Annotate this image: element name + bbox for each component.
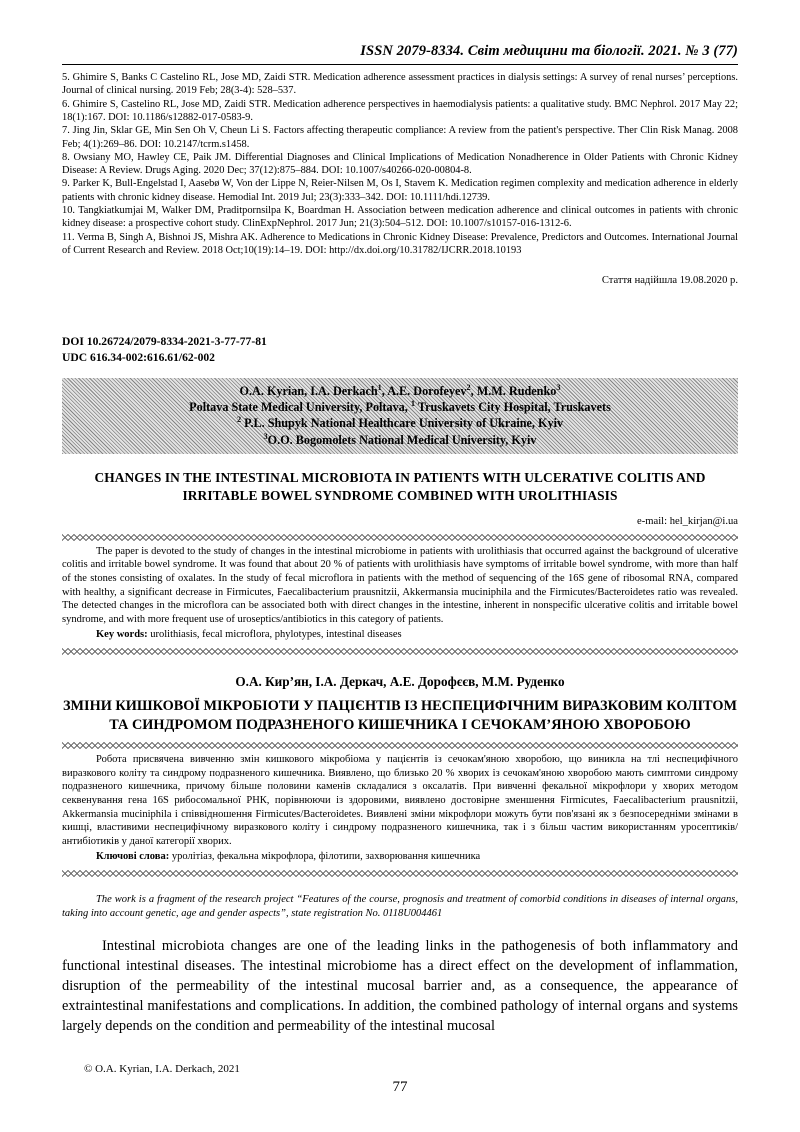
contact-email: e-mail: hel_kirjan@i.ua xyxy=(637,515,738,527)
article-title-ua: ЗМІНИ КИШКОВОЇ МІКРОБІОТИ У ПАЦІЄНТІВ ІЗ НЕСПЕЦИФІЧНИМ ВИРАЗКОВИМ КОЛІТОМ ТА СИНДРОМОМ ПОДРАЗНЕНОГО КИШЕЧНИКА І СЕЧОКАМ’ЯНОЮ ХВОРОБОЮ xyxy=(62,698,738,734)
affiliation-line-1: Poltava State Medical University, Poltava, $^1$ Truskavets City Hospital, Truskavets xyxy=(189,399,611,415)
affiliation-line-2: $^2$ P.L. Shupyk National Healthcare University of Ukraine, Kyiv xyxy=(236,415,564,431)
wave-separator-mid xyxy=(62,648,738,655)
doi-line: DOI 10.26724/2079-8334-2021-3-77-77-81 xyxy=(62,335,267,349)
reference-item: 8. Owsiany MO, Hawley CE, Paik JM. Differential Diagnoses and Clinical Implications of Medication Nonadherence in Older Patients with Chronic Kidney Disease: A Review. Drugs Aging. 2020 Dec; 37(12):875–884. DOI: 10.1007/s40266-020-00804-8. xyxy=(62,151,738,177)
keywords-ua-label: Ключові слова: xyxy=(96,850,170,862)
reference-item: 11. Verma B, Singh A, Bishnoi JS, Mishra AK. Adherence to Medications in Chronic Kidney Disease: Prevalence, Predictors and Outcomes. International Journal of Current Research and Review. 2018 Oct;10(19):14–19. DOI: http://dx.doi.org/10.31782/IJCRR.2018.10193 xyxy=(62,231,738,256)
abstract-ua-text: Робота присвячена вивченню змін кишкового мікробіома у пацієнтів із сечокам'яною хворобою, що виникла на тлі неспецифічного виразкового коліту та синдрому подразненого кишечника. Виявлено, що близько 20 % хворих із сечокам'яною хворобою мають симптоми синдрому подразненого кишечника, причому більше половини каменів складалися з оксалатів. При вивченні фекальної мікрофлори у хворих методом секвенування гена 16S рибосомальної РНК, порівнюючи із здоровими, виявлено достовірне зменшення Firmicutes, Faecalibacterium prausnitzii, Akkermansia muciniphila і співвідношення Firmicutes/Bacteroidetes. Виявлені зміни мікрофлори можуть бути пов'язані як з безпосередніми змінами в кишці, властивими неспецифічному виразкового коліту і синдрому подразненого кишечника, так і з більш частим використанням уросептиків/антибіотиків у даної категорії хворих. xyxy=(62,754,738,848)
references-list xyxy=(62,71,738,257)
identifiers-block xyxy=(62,334,738,365)
body-text xyxy=(62,937,738,1036)
reference-item: 7. Jing Jin, Sklar GE, Min Sen Oh V, Cheun Li S. Factors affecting therapeutic compliance: A review from the patient's perspective. Ther Clin Risk Manag. 2008 Feb; 4(1):269–86. DOI: 10.2147/tcrm.s1458. xyxy=(62,125,738,150)
header-rule xyxy=(62,64,738,65)
reference-item: 9. Parker K, Bull-Engelstad I, Aasebø W, Von der Lippe N, Reier-Nilsen M, Os I, Stavem K. Medication regimen complexity and medication adherence in elderly patients with chronic kidney disease. Hemodial Int. 2019 Jul; 23(3):333–342. DOI: 10.1111/hdi.12739. xyxy=(62,178,738,203)
affiliation-line-3: $^3$O.O. Bogomolets National Medical University, Kyiv xyxy=(263,431,537,447)
reference-item: 5. Ghimire S, Banks C Castelino RL, Jose MD, Zaidi STR. Medication adherence assessment practices in dialysis settings: A survey of renal nurses’ perceptions. Journal of clinical nursing. 2019 Feb; 28(3-4): 528–537. xyxy=(62,71,738,97)
running-header: ISSN 2079-8334. Світ медицини та біології. 2021. № 3 (77) xyxy=(360,43,738,59)
abstract-en xyxy=(62,545,738,641)
article-title-en: CHANGES IN THE INTESTINAL MICROBIOTA IN PATIENTS WITH ULCERATIVE COLITIS AND IRRITABLE BOWEL SYNDROME COMBINED WITH UROLITHIASIS xyxy=(94,469,706,503)
keywords-en xyxy=(62,628,738,642)
reference-item: 6. Ghimire S, Castelino RL, Jose MD, Zaidi STR. Medication adherence perspectives in haemodialysis patients: a qualitative study. BMC Nephrol. 2017 May 22; 18(1):167. DOI: 10.1186/s12882-017-0583-9. xyxy=(62,98,738,123)
body-paragraph: Intestinal microbiota changes are one of the leading links in the pathogenesis of both inflammatory and functional intestinal diseases. The intestinal microbiome has a direct effect on the development of inflammation, disruption of the permeability of the intestinal mucosal barrier and, as a consequence, the appearance of extraintestinal manifestations and complications. In addition, the combined pathology of internal organs and systems largely depends on the condition and permeability of the intestinal mucosal xyxy=(62,938,738,1034)
authors-line-ua: О.А. Кир’ян, І.А. Деркач, А.Е. Дорофєєв, М.М. Руденко xyxy=(235,674,565,690)
abstract-ua xyxy=(62,753,738,863)
page-number: 77 xyxy=(392,1079,408,1095)
wave-separator-top xyxy=(62,534,738,541)
abstract-en-text: The paper is devoted to the study of changes in the intestinal microbiome in patients with urolithiasis that occurred against the background of ulcerative colitis and irritable bowel syndrome. It was found that about 20 % of patients with urolithiasis have symptoms of irritable bowel syndrome, with more than half of the stones consisting of oxalates. In the study of fecal microflora in patients with the method of sequencing of the 16S gene of ribosomal RNA, compared with healthy, a significant decrease in Firmicutes, Faecalibacterium prausnitzii, Akkermansia muciniphila and the Firmicutes/Bacteroidetes ratio was revealed. The detected changes in the microflora can be associated both with direct changes in the intestine, inherent in nonspecific ulcerative colitis and irritable bowel syndrome, and with more frequent use of uroseptics/antibiotics in this category of patients. xyxy=(62,545,738,625)
authors-line-en: O.A. Kyrian, I.A. Derkach$^1$, A.E. Dorofeyev$^2$, M.M. Rudenko$^3$ xyxy=(239,382,561,398)
funding-note xyxy=(62,893,738,921)
keywords-ua xyxy=(62,850,738,864)
received-date-note: Стаття надійшла 19.08.2020 р. xyxy=(601,275,738,287)
reference-item: 10. Tangkiatkumjai M, Walker DM, Praditpornsilpa K, Boardman H. Association between medication adherence and clinical outcomes in patients with chronic kidney disease: a prospective cohort study. ClinExpNephrol. 2017 Jun; 21(3):504–512. DOI: 10.1007/s10157-016-1312-6. xyxy=(62,205,738,230)
wave-separator-bottom xyxy=(62,870,738,877)
keywords-en-label: Key words: xyxy=(96,628,148,640)
keywords-ua-value: уролітіаз, фекальна мікрофлора, філотипи, захворювання кишечника xyxy=(169,850,481,862)
page-footer xyxy=(62,1063,738,1096)
keywords-en-value: urolithiasis, fecal microflora, phylotypes, intestinal diseases xyxy=(147,628,402,640)
author-affiliation-block xyxy=(62,378,738,454)
udc-line: UDC 616.34-002:616.61/62-002 xyxy=(62,350,215,364)
copyright-line: © O.A. Kyrian, I.A. Derkach, 2021 xyxy=(84,1063,240,1075)
wave-separator-ua-top xyxy=(62,742,738,749)
funding-note-text: The work is a fragment of the research project “Features of the course, prognosis and treatment of comorbid conditions in diseases of internal organs, taking into account genetic, age and gender aspects”, state registration No. 0118U004461 xyxy=(62,894,738,920)
